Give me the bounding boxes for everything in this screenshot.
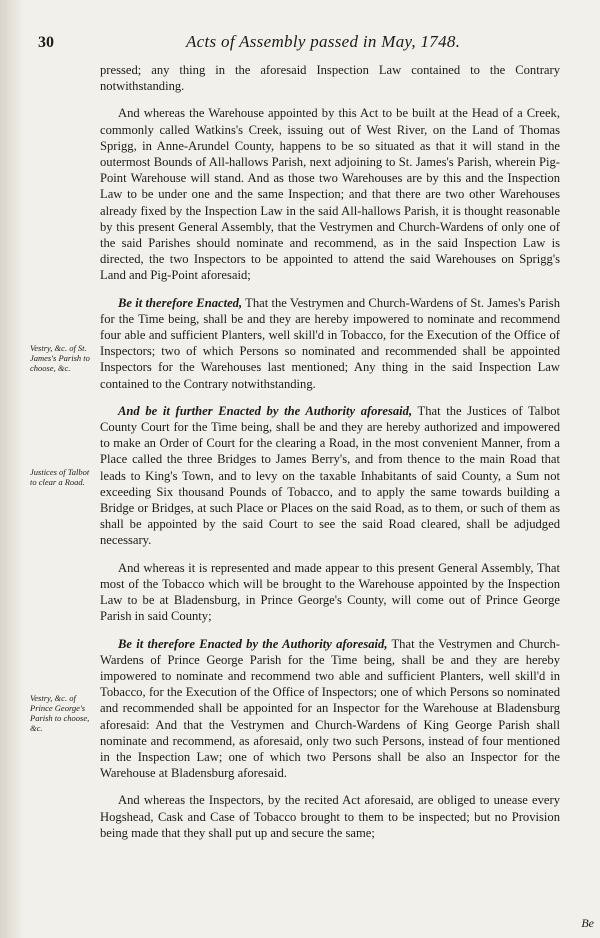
paragraph-inspectors-whereas: And whereas the Inspectors, by the recited Act aforesaid, are obliged to unease every Hogshead, Cask and Case of Tobacco brought to them to be inspected; but no Provision being made that they shall put up and secure the same; — [100, 793, 560, 840]
margin-note-vestry-prince-george: Vestry, &c. of Prince George's Parish to choose, &c. — [30, 693, 90, 733]
paragraph-prince-george-enactment — [100, 636, 560, 782]
body-text — [100, 62, 560, 852]
page-gutter — [0, 0, 24, 938]
running-title: Acts of Assembly passed in May, 1748. — [186, 32, 461, 51]
enacting-clause: And be it further Enacted by the Authority aforesaid, — [118, 403, 413, 418]
paragraph-talbot-road — [100, 403, 560, 549]
paragraph-warehouse-whereas: And whereas the Warehouse appointed by this Act to be built at the Head of a Creek, commonly called Watkins's Creek, issuing out of West River, on the Land of Thomas Sprigg, in Anne-Arundel County, happens to be so situated as that it will stand in the outermost Bounds of All-hallows Parish, next adjoining to St. James's Parish, wherein Pig-Point Warehouse will stand. And as those two Warehouses are by this and the Inspection Law to be under one and the same Inspection; and that there are two other Warehouses already fixed by the Inspection Law in the said All-hallows Parish, it is thought reasonable by this present General Assembly, that the Vestrymen and Church-Wardens of only one of the said Parishes should nominate and recommend, as in the said Inspection Law is directed, the two Inspectors to be appointed to attend the said Warehouses on Sprigg's Land and Pig-Point aforesaid; — [100, 106, 560, 283]
paragraph-bladensburg-whereas: And whereas it is represented and made appear to this present General Assembly, That most of the Tobacco which will be brought to the Warehouse appointed by the Inspection Law to be at Bladensburg, in Prince George's County, will come out of Prince George Parish in said County; — [100, 560, 560, 624]
catchword: Be — [581, 916, 594, 930]
enacting-clause: Be it therefore Enacted by the Authority aforesaid, — [118, 636, 388, 651]
paragraph-text: That the Vestrymen and Church-Wardens of Prince George Parish for the Time being, shall be and they are hereby impowered to nominate and recommend two able and sufficient Planters, well skill'd in Tobacco, for the Execution of the Office of Inspectors; one of which Persons so nominated and recommended shall be appointed for an Inspector for the Warehouse at Bladensburg aforesaid: And that the Vestrymen and Church-Wardens of King George Parish shall nominate and recommend, as aforesaid, only two such Persons, instead of four mentioned in the Inspection Law; one of which two Persons shall be also an Inspector for the Warehouse at Bladensburg aforesaid. — [100, 636, 560, 781]
margin-note-justices-talbot: Justices of Talbot to clear a Road. — [30, 467, 90, 487]
paragraph-text: That the Justices of Talbot County Court for the Time being, shall be and they are hereby authorized and impowered to make an Order of Court for the clearing a Road, in the most convenient Manner, from a Place called the three Bridges to James Berry's, and from thence to the main Road that leads to King's Town, and to levy on the taxable Inhabitants of said County, a Sum not exceeding Six thousand Pounds of Tobacco, and to apply the same towards building a Bridge or Bridges, at such Place or Places on the said Road, as to them, or such of them as shall be appointed by the said Court to see the said Road cleared, shall be adjudged necessary. — [100, 403, 560, 548]
page-number: 30 — [38, 34, 54, 51]
enacting-clause: Be it therefore Enacted, — [118, 295, 243, 310]
paragraph-st-james-enactment — [100, 295, 560, 392]
paragraph-continuation: pressed; any thing in the aforesaid Inspection Law contained to the Contrary notwithstanding. — [100, 63, 560, 94]
margin-note-vestry-st-james: Vestry, &c. of St. James's Parish to choose, &c. — [30, 343, 90, 373]
page-header — [36, 30, 596, 58]
paragraph-text: That the Vestrymen and Church-Wardens of St. James's Parish for the Time being, shall be and they are hereby impowered to nominate and recommend four able and sufficient Planters, well skill'd in Tobacco, for the Execution of the Office of Inspectors; two of which Persons so nominated and recommended shall be appointed Inspectors for the Warehouses last mentioned; Any thing in the said Inspection Law contained to the Contrary notwithstanding. — [100, 295, 560, 391]
